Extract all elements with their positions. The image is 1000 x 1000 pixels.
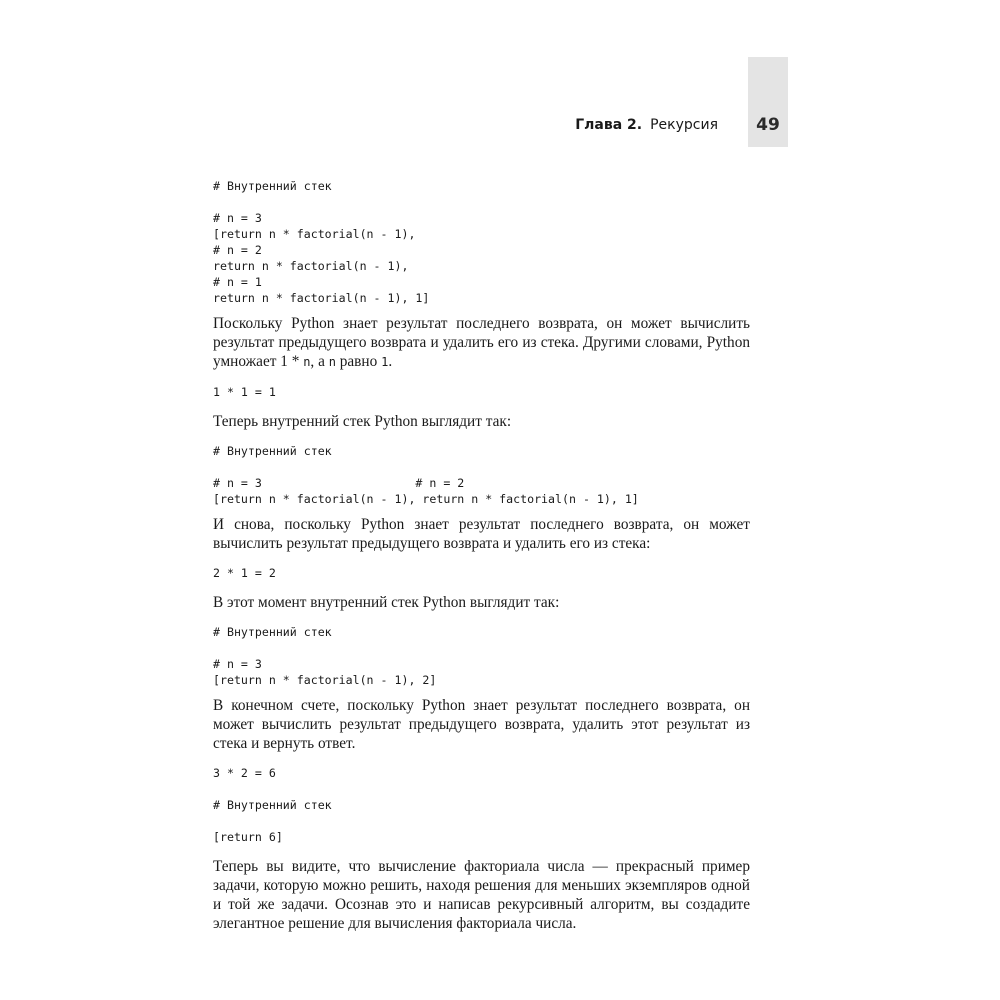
paragraph-1 [213,314,750,372]
running-header [575,117,718,133]
page-number-box [748,57,788,147]
code-block-4: 2 * 1 = 2 [213,566,276,580]
paragraph-6: Теперь вы видите, что вычисление факториала числа — прекрасный пример задачи, которую можно решить, находя решения для меньших экземпляров одной и той же задачи. Осознав это и написав рекурсивный алгоритм, вы создадите элегантное решение для вычисления факториала числа. [213,858,750,932]
paragraph-2: Теперь внутренний стек Python выглядит так: [213,413,512,430]
code-block-2: 1 * 1 = 1 [213,385,276,399]
paragraph-5: В конечном счете, поскольку Python знает результат последнего возврата, он может вычислить результат предыдущего возврата, удалить этот результат из стека и вернуть ответ. [213,697,750,752]
chapter-label: Глава 2. [575,117,643,133]
inline-code-1: 1 [381,355,389,369]
page-number: 49 [756,115,780,135]
page-content [213,178,750,933]
inline-code-n: n [303,355,311,369]
paragraph-3: И снова, поскольку Python знает результат последнего возврата, он может вычислить результат предыдущего возврата и удалить его из стека: [213,516,750,552]
chapter-title: Рекурсия [650,117,718,133]
code-block-1: # Внутренний стек # n = 3 [return n * factorial(n - 1), # n = 2 return n * factorial(n - 1), # n = 1 return n * factorial(n - 1), 1] [213,179,430,305]
code-block-6: 3 * 2 = 6 [213,766,276,780]
paragraph-4: В этот момент внутренний стек Python выглядит так: [213,594,560,611]
inline-code-n-2: n [328,355,336,369]
paragraph-1-mid: , а [310,353,329,370]
code-block-3: # Внутренний стек # n = 3 # n = 2 [return n * factorial(n - 1), return n * factorial(n - 1), 1] [213,444,639,506]
paragraph-1-text: Поскольку Python знает результат последнего возврата, он может вычислить результат предыдущего возврата и удалить его из стека. Другими словами, Python умножает 1 * [213,315,750,370]
code-block-5: # Внутренний стек # n = 3 [return n * factorial(n - 1), 2] [213,625,437,687]
code-block-8: [return 6] [213,830,283,844]
code-block-7: # Внутренний стек [213,798,332,812]
paragraph-1-end: . [388,353,393,370]
paragraph-1-eq: равно [335,353,382,370]
